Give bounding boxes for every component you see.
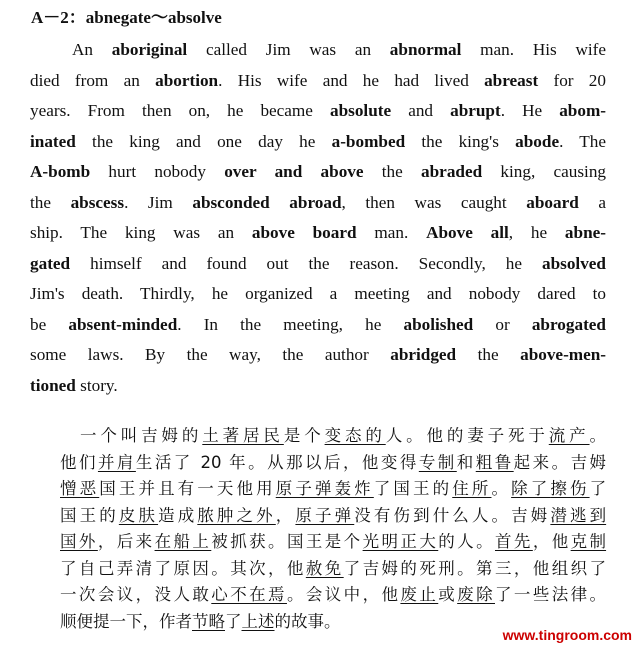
text-run: king, causing [482,162,607,181]
chinese-line [60,555,606,583]
underlined-term: 住所 [452,479,492,498]
bold-term: abom- [559,101,606,120]
text-run: Jim's death. Thirdly, he organized a meeting and nobody dared to [30,284,606,303]
underlined-term: 首先 [494,532,533,551]
underlined-term: 废止 [400,585,439,604]
underlined-term: 克制 [570,532,607,551]
text-run: called Jim was an [187,40,390,59]
underlined-term: 赦免 [305,558,344,578]
text-run: 国王的 [60,505,119,525]
text-run: died from an [30,70,156,90]
english-line [72,34,606,65]
text-run: 或 [438,585,458,604]
text-run: the [456,345,521,364]
english-line [30,339,606,370]
english-line [30,187,606,218]
underlined-term: 变态的 [324,426,386,445]
text-run: 。 [589,426,607,445]
chinese-line [60,528,606,556]
text-run: 一次会议，没人敢 [60,585,212,604]
text-run: . Jim [124,192,193,212]
bold-term: abridged [390,345,457,364]
bold-term: A-bomb [30,162,91,181]
site-watermark: www.tingroom.com [502,627,632,643]
underlined-term: 土著居民 [202,426,284,445]
underlined-term: 潜逃到 [550,505,607,525]
bold-term: abne- [564,223,606,242]
english-line [30,370,606,401]
bold-term: abnormal [389,40,462,59]
underlined-term: 节略 [192,611,225,631]
underlined-term: 心不在焉 [211,585,287,604]
text-run: 造成 [158,505,198,525]
bold-term: gated [30,253,71,273]
text-run: , he [508,223,565,242]
text-run: man. His wife [461,40,606,59]
text-run: ，他 [532,532,571,551]
text-run: 。 [491,479,512,498]
text-run: 。会议中，他 [286,585,401,604]
underlined-term: 国外 [60,532,98,551]
text-run: 了一些法律。 [495,585,607,604]
underlined-term: 之外 [236,505,276,525]
text-run: some laws. By the way, the author [30,345,391,364]
chinese-line [60,449,606,477]
bold-term: abortion [155,70,219,90]
text-run: 了吉姆的死刑。第三，他组织了 [343,558,607,578]
text-run: the king and one day he [75,131,332,151]
bold-term: over and above [224,162,364,181]
underlined-term: 并肩 [97,452,136,472]
bold-term: aboriginal [111,40,188,59]
bold-term: absent-minded [68,314,178,334]
text-run: 没有伤到什么人。吉姆 [354,505,551,525]
bold-term: absolute [330,101,392,120]
underlined-term: 在船上 [154,532,212,551]
text-run: 的故事。 [274,611,341,631]
text-run: a [578,192,606,212]
section-title: A－2：abnegate～absolve [31,8,222,27]
english-line [30,95,606,126]
text-run: 生活了 20 年。从那以后，他变得 [135,452,419,472]
text-run: and [391,101,451,120]
bold-term: above board [251,223,357,242]
english-line [30,65,606,96]
bold-term: abraded [421,162,483,181]
chinese-line [80,422,606,450]
underlined-term: 原子弹 [295,505,355,525]
text-run: hurt nobody [90,162,225,181]
bold-term: abrupt [450,101,501,120]
text-run: 了 [589,479,607,498]
text-run: himself and found out the reason. Secondly, he [70,253,542,273]
chinese-line [60,502,606,530]
text-run: 人。他的妻子死于 [385,426,549,445]
text-run: years. From then on, he became [30,101,330,120]
bold-term: abscess [70,192,125,212]
chinese-line [60,475,606,503]
text-run: 国王并且有一天他用 [99,479,276,498]
text-run: ship. The king was an [30,223,252,242]
bold-term: abolished [403,314,474,334]
english-line [30,248,606,279]
text-run: . The [559,131,607,151]
bold-term: Above all [426,223,509,242]
underlined-term: 脓肿 [197,505,237,525]
bold-term: a-bombed [331,131,406,151]
underlined-term: 光明正大 [362,532,439,551]
text-run: the [30,192,71,212]
bold-term: tioned [30,375,76,395]
bold-term: absconded abroad [192,192,342,212]
bold-term: inated [30,131,76,151]
text-run: 起来。吉姆 [513,452,607,472]
text-run: . In the meeting, he [177,314,404,334]
text-run: . He [500,101,560,120]
text-run: 和 [456,452,476,472]
english-line [30,126,606,157]
english-line [30,278,606,309]
text-run: An [72,40,112,59]
text-run: ， [275,505,296,525]
text-run: 了自己弄清了原因。其次，他 [60,558,306,578]
text-run: the [363,162,422,181]
text-run: the king's [405,131,516,151]
text-run: 顺便提一下，作者 [60,611,192,631]
bold-term: above-men- [520,345,607,364]
underlined-term: 专制 [418,452,457,472]
text-run: 了国王的 [373,479,453,498]
text-run: 了 [225,611,242,631]
bold-term: abreast [484,70,539,90]
text-run: for 20 [538,70,606,90]
text-run: 被抓获。国王是个 [211,532,363,551]
underlined-term: 粗鲁 [475,452,514,472]
chinese-line [60,581,606,609]
english-line [30,309,606,340]
text-run: ，后来 [97,532,155,551]
text-run: , then was caught [341,192,527,212]
underlined-term: 流产 [548,426,590,445]
text-run: be [30,314,69,334]
text-run: 他们 [60,452,98,472]
underlined-term: 废除 [457,585,495,604]
english-line [30,217,606,248]
text-run: 是个 [283,426,325,445]
bold-term: abrogated [531,314,606,334]
underlined-term: 除了 [511,479,551,498]
underlined-term: 憎恶 [60,479,100,498]
underlined-term: 皮肤 [118,505,159,525]
underlined-term: 原子弹轰炸 [275,479,374,498]
bold-term: abode [515,131,560,151]
underlined-term: 擦伤 [550,479,590,498]
text-run: or [473,314,532,334]
text-run: . His wife and he had lived [218,70,485,90]
text-run: 一个叫吉姆的 [80,426,203,445]
underlined-term: 上述 [241,611,275,631]
english-line [30,156,606,187]
text-run: man. [356,223,427,242]
text-run: 的人。 [438,532,495,551]
bold-term: absolved [542,253,606,273]
text-run: story. [75,375,118,395]
bold-term: aboard [526,192,579,212]
